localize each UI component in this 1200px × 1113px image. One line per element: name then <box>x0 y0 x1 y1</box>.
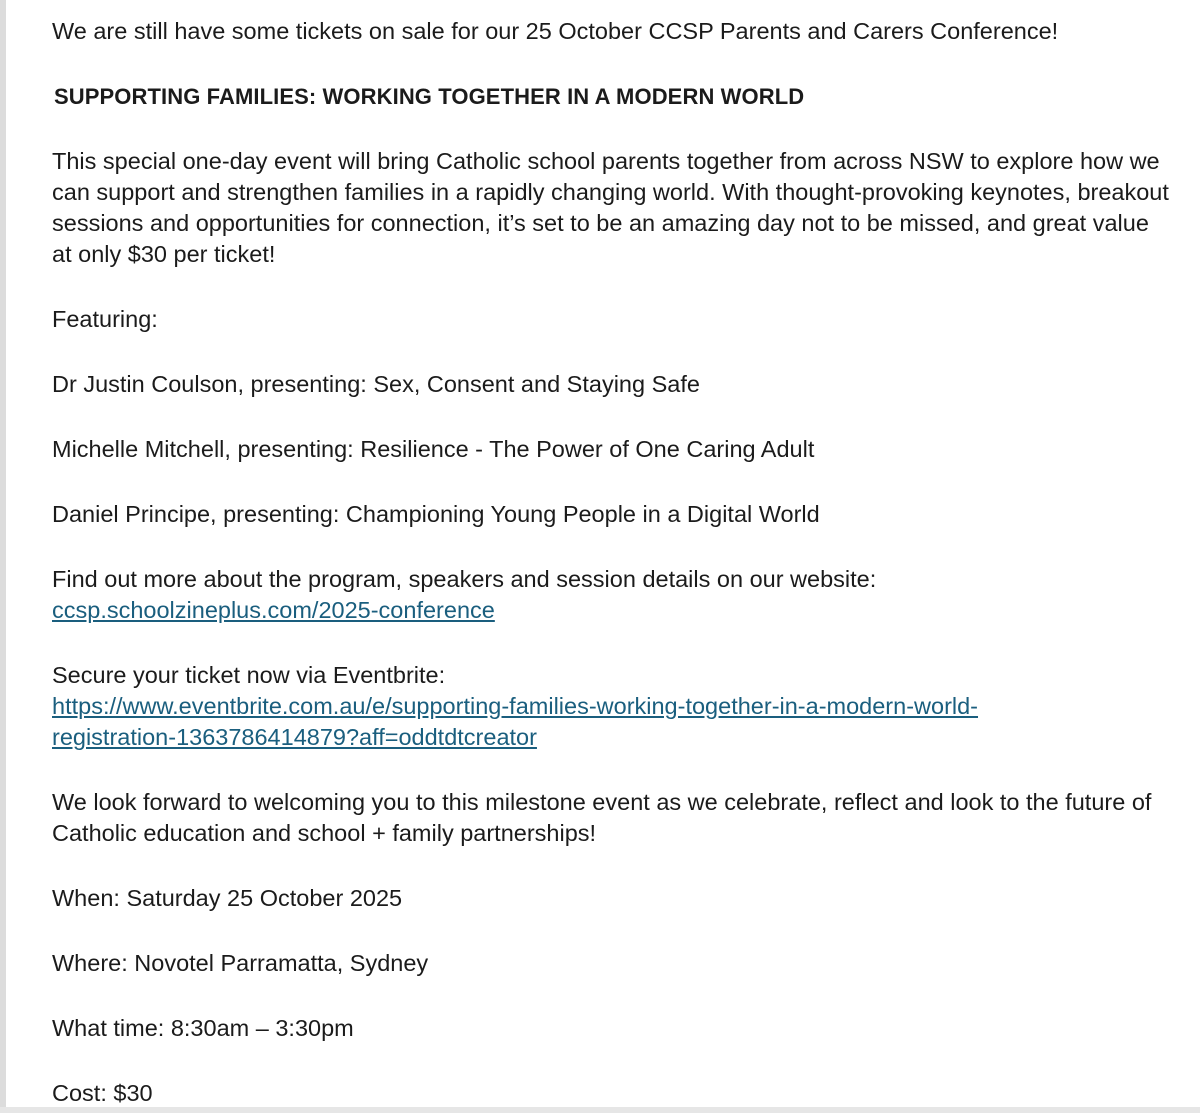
event-cost: Cost: $30 <box>52 1080 153 1106</box>
left-border <box>0 0 6 1113</box>
eventbrite-link-line2[interactable]: registration-1363786414879?aff=oddtdtcreator <box>52 724 537 750</box>
ticket-paragraph <box>52 660 1172 753</box>
speaker-item: Daniel Principe, presenting: Championing Young People in a Digital World <box>52 501 820 527</box>
website-paragraph <box>52 564 1172 626</box>
event-time: What time: 8:30am – 3:30pm <box>52 1015 354 1041</box>
event-description: This special one-day event will bring Catholic school parents together from across NSW to explore how we can support and strengthen families in a rapidly changing world. With thought-provoking keynotes, breakout sessions and opportunities for connection, it’s set to be an amazing day not to be missed, and great value at only $30 per ticket! <box>52 148 1169 267</box>
email-body <box>52 16 1172 1113</box>
eventbrite-link-line1[interactable]: https://www.eventbrite.com.au/e/supporting-families-working-together-in-a-modern-world- <box>52 693 979 719</box>
closing-text: We look forward to welcoming you to this milestone event as we celebrate, reflect and look to the future of Catholic education and school + family partnerships! <box>52 789 1152 846</box>
speaker-item: Dr Justin Coulson, presenting: Sex, Consent and Staying Safe <box>52 371 700 397</box>
speaker-item: Michelle Mitchell, presenting: Resilience - The Power of One Caring Adult <box>52 436 815 462</box>
event-when: When: Saturday 25 October 2025 <box>52 885 403 911</box>
event-heading: SUPPORTING FAMILIES: WORKING TOGETHER IN A MODERN WORLD <box>54 84 805 109</box>
intro-text: We are still have some tickets on sale for our 25 October CCSP Parents and Carers Conference! <box>52 18 1059 44</box>
featuring-label: Featuring: <box>52 306 158 332</box>
website-text: Find out more about the program, speakers and session details on our website: <box>52 566 877 592</box>
website-link[interactable]: ccsp.schoolzineplus.com/2025-conference <box>52 597 495 623</box>
ticket-text: Secure your ticket now via Eventbrite: <box>52 662 446 688</box>
event-where: Where: Novotel Parramatta, Sydney <box>52 950 429 976</box>
eventbrite-link[interactable] <box>52 691 1172 753</box>
bottom-border <box>0 1107 1200 1113</box>
